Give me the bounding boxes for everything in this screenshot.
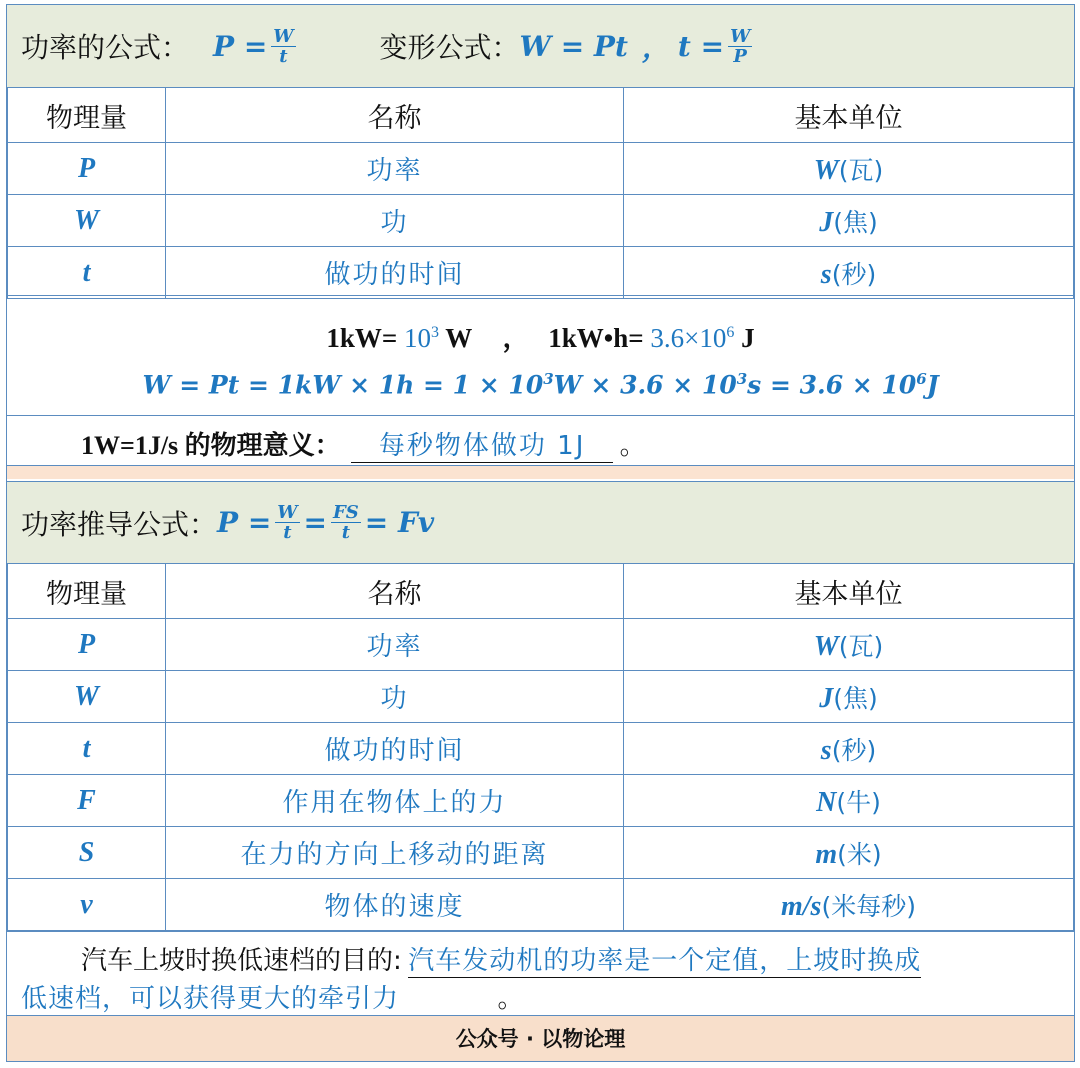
car-prefix: 汽车上坡时换低速档的目的: (81, 946, 402, 976)
meaning-prefix: 1W=1J/s 的物理意义： (81, 431, 341, 460)
header-name: 名称 (166, 88, 624, 143)
table-row (8, 195, 1074, 247)
conversion-separator: ， (502, 323, 530, 353)
fraction-numerator: W (730, 25, 751, 47)
unit-conversion-block (7, 295, 1074, 415)
kwh-value: $3.6\times 10^6$ (650, 323, 735, 353)
fraction-denominator: t (283, 522, 292, 543)
kw-label: 1kW= (326, 323, 398, 353)
quantity-unit: s(秒) (820, 734, 877, 766)
quantity-name: 功 (380, 684, 409, 714)
quantity-unit: W(瓦) (813, 630, 884, 662)
variant-formula-2-fraction (728, 27, 752, 66)
table-row (8, 827, 1074, 879)
quantity-symbol: t (82, 256, 91, 288)
table-row (8, 143, 1074, 195)
table-row (8, 723, 1074, 775)
footer-text: 公众号 · 以物论理 (455, 1027, 626, 1051)
derived-formula-label: 功率推导公式： (21, 507, 218, 541)
quantity-name: 做功的时间 (324, 260, 465, 290)
derived-formula-lhs: P = (217, 506, 272, 539)
car-answer-line-2: 低速档，可以获得更大的牵引力 (21, 978, 491, 1016)
quantity-unit: m(米) (815, 838, 882, 870)
quantity-name: 功率 (366, 632, 423, 662)
quantity-symbol: F (77, 784, 96, 816)
fraction-numerator: W (277, 502, 298, 523)
fraction-numerator: FS (332, 502, 359, 523)
table-header-row (8, 564, 1074, 619)
quantity-name: 功 (380, 208, 409, 238)
table-row (8, 671, 1074, 723)
derived-fraction-2 (331, 503, 361, 542)
conversion-line (7, 316, 1074, 355)
quantity-name: 作用在物体上的力 (282, 788, 507, 818)
derived-formula-header (7, 481, 1074, 563)
quantity-unit: J(焦) (819, 206, 878, 238)
header-quantity: 物理量 (8, 564, 166, 619)
section-divider (7, 465, 1074, 479)
power-formula-label: 功率的公式： (21, 31, 190, 64)
derivation-line: $W = Pt = 1kW \times 1h = 1 \times 10^3W \times 3.6 \times 10^3s = 3.6 \times 10^6J$ (142, 370, 939, 400)
formula-card (6, 4, 1075, 1062)
table-row (8, 775, 1074, 827)
quantity-symbol: S (78, 836, 95, 868)
kwh-unit: J (741, 323, 755, 353)
fraction-denominator: t (341, 522, 351, 543)
car-suffix: 。 (497, 984, 524, 1013)
quantity-name: 功率 (366, 156, 423, 186)
header-quantity: 物理量 (8, 88, 166, 143)
derived-equals: = (303, 506, 327, 539)
quantity-symbol: W (74, 680, 99, 712)
quantity-unit: W(瓦) (813, 154, 884, 186)
variant-separator: ， (641, 31, 670, 64)
power-formula-fraction (271, 27, 295, 66)
quantity-name: 物体的速度 (324, 892, 465, 922)
quantity-symbol: W (74, 204, 99, 236)
variant-formula-2-lhs: t = (677, 29, 725, 63)
meaning-answer: 每秒物体做功 1J (351, 425, 613, 463)
table-row (8, 619, 1074, 671)
footer-banner (7, 1015, 1074, 1061)
quantity-symbol: P (77, 628, 96, 660)
quantity-unit: J(焦) (819, 682, 878, 714)
fraction-denominator: t (279, 45, 288, 67)
quantity-symbol: P (77, 152, 96, 184)
table-row (8, 879, 1074, 931)
quantity-name: 在力的方向上移动的距离 (240, 840, 549, 870)
fraction-denominator: P (733, 45, 747, 67)
quantity-symbol: t (82, 732, 91, 764)
quantity-table-2 (7, 563, 1074, 931)
quantity-unit: s(秒) (820, 258, 877, 290)
header-name: 名称 (166, 564, 624, 619)
table-row (8, 247, 1074, 299)
kw-value: $10^3$ (404, 323, 439, 353)
fraction-numerator: W (273, 25, 294, 47)
derived-fraction-1 (275, 503, 299, 542)
kwh-label: 1kW•h= (548, 323, 644, 353)
quantity-symbol: v (80, 888, 93, 920)
power-formula-lhs: P = (213, 29, 268, 63)
quantity-unit: N(牛) (816, 786, 881, 818)
car-answer-line-1: 汽车发动机的功率是一个定值，上坡时换成 (408, 940, 921, 978)
derived-formula-rhs: = Fv (364, 506, 435, 539)
physical-meaning-line (7, 415, 1074, 465)
variant-formula-1: W = Pt (519, 29, 628, 63)
power-formula-header (7, 5, 1074, 87)
header-unit: 基本单位 (624, 564, 1074, 619)
header-unit: 基本单位 (624, 88, 1074, 143)
car-low-gear-block (7, 931, 1074, 1015)
quantity-name: 做功的时间 (324, 736, 465, 766)
quantity-unit: m/s(米每秒) (781, 890, 916, 922)
kw-unit: W (445, 323, 472, 353)
quantity-table-1 (7, 87, 1074, 299)
variant-formula-label: 变形公式： (379, 31, 520, 64)
meaning-suffix: 。 (619, 431, 646, 460)
table-header-row (8, 88, 1074, 143)
